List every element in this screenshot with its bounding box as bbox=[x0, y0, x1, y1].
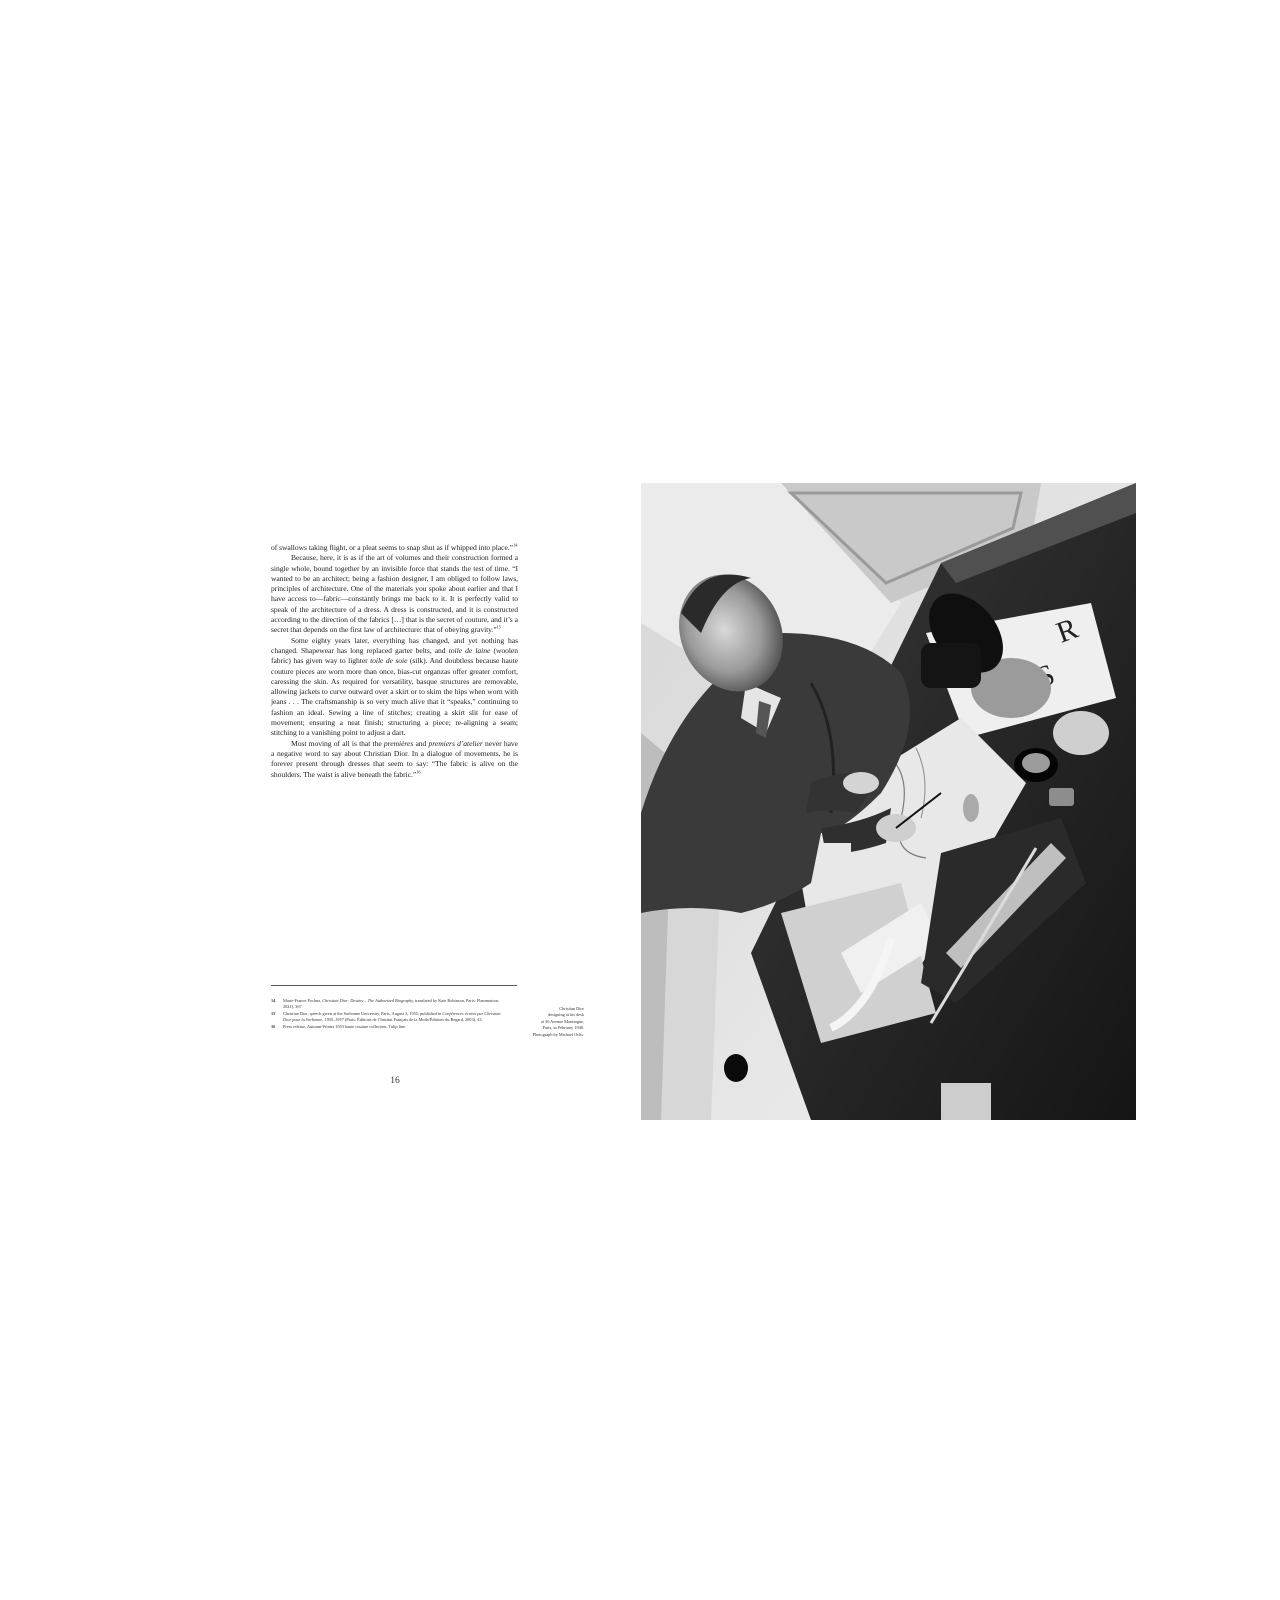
footnote: 16 Press release, Autumn-Winter 1953 haute couture collection, Tulip line. bbox=[271, 1023, 407, 1029]
footnote-number: 15 bbox=[271, 1010, 276, 1016]
footnote-ref: 14 bbox=[512, 542, 518, 548]
photo-caption: Christian Dior designing at his desk at 30 Avenue Montaigne, Paris, in February 1948. Photograph by Michael Ochs. bbox=[532, 1006, 584, 1037]
footnote-number: 16 bbox=[271, 1023, 276, 1029]
footnote: 14 Marie-France Pochna, Christian Dior: Destiny – The Authorized Biography, translated by Kate Robinson, Paris: Flammarion, 2021), 367. bbox=[271, 998, 499, 1010]
footnote-number: 14 bbox=[271, 998, 276, 1003]
paragraph-4: Most moving of all is that the premières and premiers d’atelier never have a negative word to say about Christian Dior. In a dialogue of movements, he is forever present through dresses that seem to say: “The fabric is alive on the shoulders. The waist is alive beneath the fabric.”$^{16}$ bbox=[271, 738, 518, 779]
paragraph-2: Because, here, it is as if the art of volumes and their construction formed a single whole, bound together by an invisible force that stands the test of time. “I wanted to be an architect; being a fashion designer, I am obliged to follow laws, principles of architecture. One of the materials you spoke about earlier and that I have access to—fabric—constantly brings me back to it. It is perfectly valid to speak of the architecture of a dress. A dress is constructed, and it is constructed according to the direction of the fabrics […] that is the secret of couture, and it’s a secret that depends on the first law of architecture: that of obeying gravity.”$^{15}$ bbox=[271, 553, 518, 635]
footnote-ref: 15 bbox=[496, 624, 502, 630]
footnote: 15 Christian Dior, speech given at the Sorbonne University, Paris, August 3, 1955, published in Conférences écrites par Christian Dior pour la Sorbonne, 1955–1957 (Paris: Éditions de l’Institut Français de la Mode/Éditions du Regard, 2003), 43. bbox=[271, 1010, 501, 1023]
paragraph-1: of swallows taking flight, or a pleat seems to snap shut as if whipped into place.”$^{14}$ bbox=[271, 542, 518, 552]
footnote-ref: 16 bbox=[416, 769, 421, 774]
paragraph-3: Some eighty years later, everything has changed, and yet nothing has changed. Shapewear has long replaced garter belts, and toile de laine (woolen fabric) has given way to lighter toile de soie (silk). And doubtless because haute couture pieces are worn more than once, bias-cut organzas offer greater comfort, caressing the skin. As required for versatility, basque structures are removable, allowing jackets to curve outward over a skirt or to skim the hips when worn with jeans . . . The craftsmanship is so very much alive that it “speaks,” continuing to fashion an ideal. Sewing a line of stitches; creating a skirt slit for ease of movement; ensuring a neat finish; structuring a piece; re-aligning a seam; stitching to a vanishing point to adjust a dart. bbox=[271, 635, 518, 738]
footnote-rule bbox=[271, 985, 517, 986]
page-number: 16 bbox=[390, 1076, 400, 1086]
photograph bbox=[641, 483, 1136, 1120]
svg-text:R: R bbox=[1052, 611, 1083, 650]
body-text-column bbox=[271, 543, 518, 780]
footnotes bbox=[271, 998, 501, 1030]
